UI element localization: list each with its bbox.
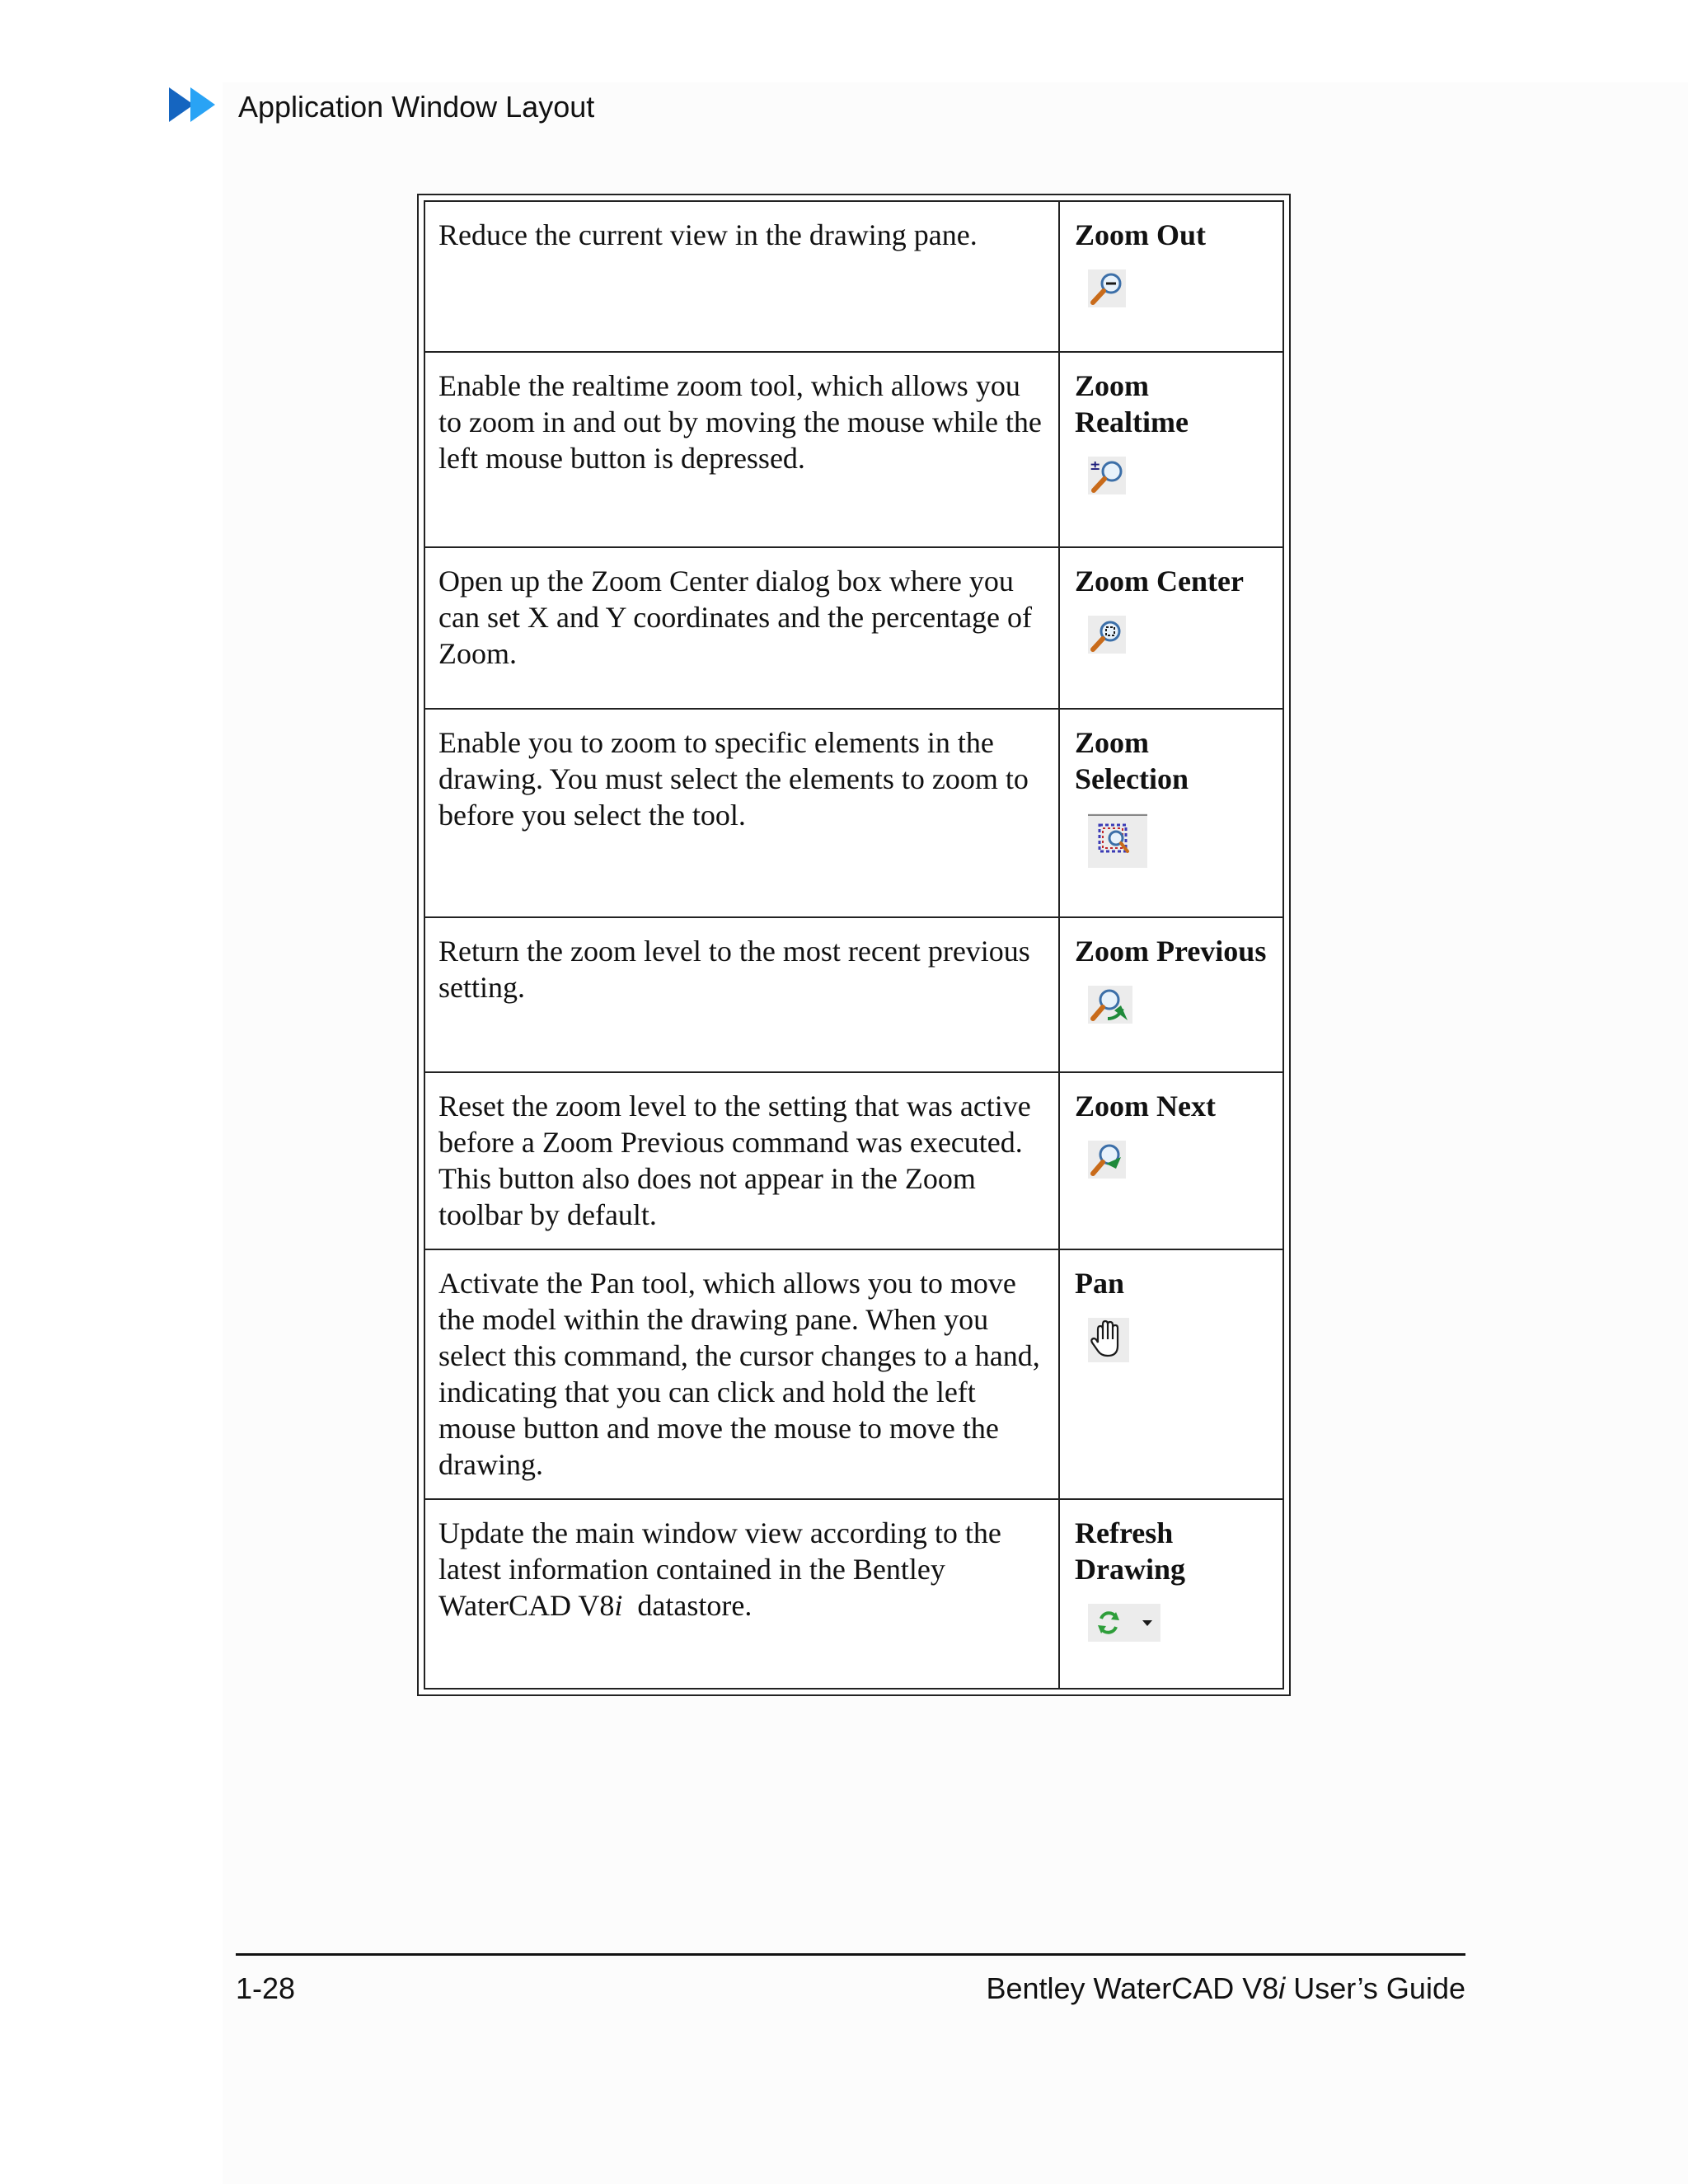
table-row bbox=[424, 352, 1283, 546]
toolbar-commands-table bbox=[417, 194, 1291, 1696]
refresh-dropdown-icon bbox=[1088, 1604, 1160, 1642]
zoom-previous-icon bbox=[1088, 986, 1132, 1024]
table-row bbox=[424, 1249, 1283, 1499]
section-header bbox=[169, 86, 594, 128]
command-cell bbox=[1059, 352, 1283, 546]
command-name: Zoom Center bbox=[1075, 564, 1244, 598]
command-cell bbox=[1059, 1072, 1283, 1249]
row-description: Activate the Pan tool, which allows you to move the model within the drawing pane. When you select this command, the cursor changes to a hand, indicating that you can click and hold the left mouse button and move the mouse to move the drawing. bbox=[424, 1249, 1059, 1499]
row-description: Enable the realtime zoom tool, which allows you to zoom in and out by moving the mouse while the left mouse button is depressed. bbox=[424, 352, 1059, 546]
command-cell bbox=[1059, 547, 1283, 709]
command-cell bbox=[1059, 709, 1283, 917]
row-description: Return the zoom level to the most recent previous setting. bbox=[424, 917, 1059, 1071]
table-row bbox=[424, 1499, 1283, 1689]
table-row bbox=[424, 1072, 1283, 1249]
double-arrow-icon bbox=[169, 86, 222, 128]
pan-hand-icon bbox=[1088, 1318, 1129, 1362]
zoom-center-icon bbox=[1088, 616, 1126, 654]
table-row bbox=[424, 547, 1283, 709]
command-name: Zoom Selection bbox=[1075, 726, 1189, 795]
table-row bbox=[424, 917, 1283, 1071]
zoom-selection-icon bbox=[1088, 813, 1147, 868]
row-description: Enable you to zoom to specific elements in the drawing. You must select the elements to zoom to before you select the tool. bbox=[424, 709, 1059, 917]
footer-divider bbox=[236, 1953, 1465, 1956]
command-cell bbox=[1059, 917, 1283, 1071]
row-description: Update the main window view according to the latest information contained in the Bentley WaterCAD V8i datastore. bbox=[424, 1499, 1059, 1689]
command-name: Refresh Drawing bbox=[1075, 1516, 1185, 1586]
row-description: Reset the zoom level to the setting that was active before a Zoom Previous command was executed. This button also does not appear in the Zoom toolbar by default. bbox=[424, 1072, 1059, 1249]
table-row bbox=[424, 709, 1283, 917]
command-name: Zoom Out bbox=[1075, 218, 1207, 251]
zoom-next-icon bbox=[1088, 1141, 1126, 1179]
zoom-out-icon bbox=[1088, 269, 1126, 307]
page-number: 1-28 bbox=[236, 1971, 296, 2005]
guide-title: Bentley WaterCAD V8i User’s Guide bbox=[986, 1971, 1465, 2005]
command-cell bbox=[1059, 1249, 1283, 1499]
zoom-realtime-icon bbox=[1088, 457, 1126, 494]
command-name: Zoom Next bbox=[1075, 1089, 1216, 1122]
row-description: Reduce the current view in the drawing pane. bbox=[424, 201, 1059, 352]
command-cell bbox=[1059, 1499, 1283, 1689]
svg-text:±: ± bbox=[1090, 457, 1101, 474]
section-title: Application Window Layout bbox=[238, 89, 595, 124]
command-name: Pan bbox=[1075, 1267, 1125, 1301]
command-name: Zoom Realtime bbox=[1075, 369, 1189, 439]
command-cell bbox=[1059, 201, 1283, 352]
command-name: Zoom Previous bbox=[1075, 935, 1267, 968]
row-description: Open up the Zoom Center dialog box where you can set X and Y coordinates and the percentage of Zoom. bbox=[424, 547, 1059, 709]
table-row bbox=[424, 201, 1283, 352]
